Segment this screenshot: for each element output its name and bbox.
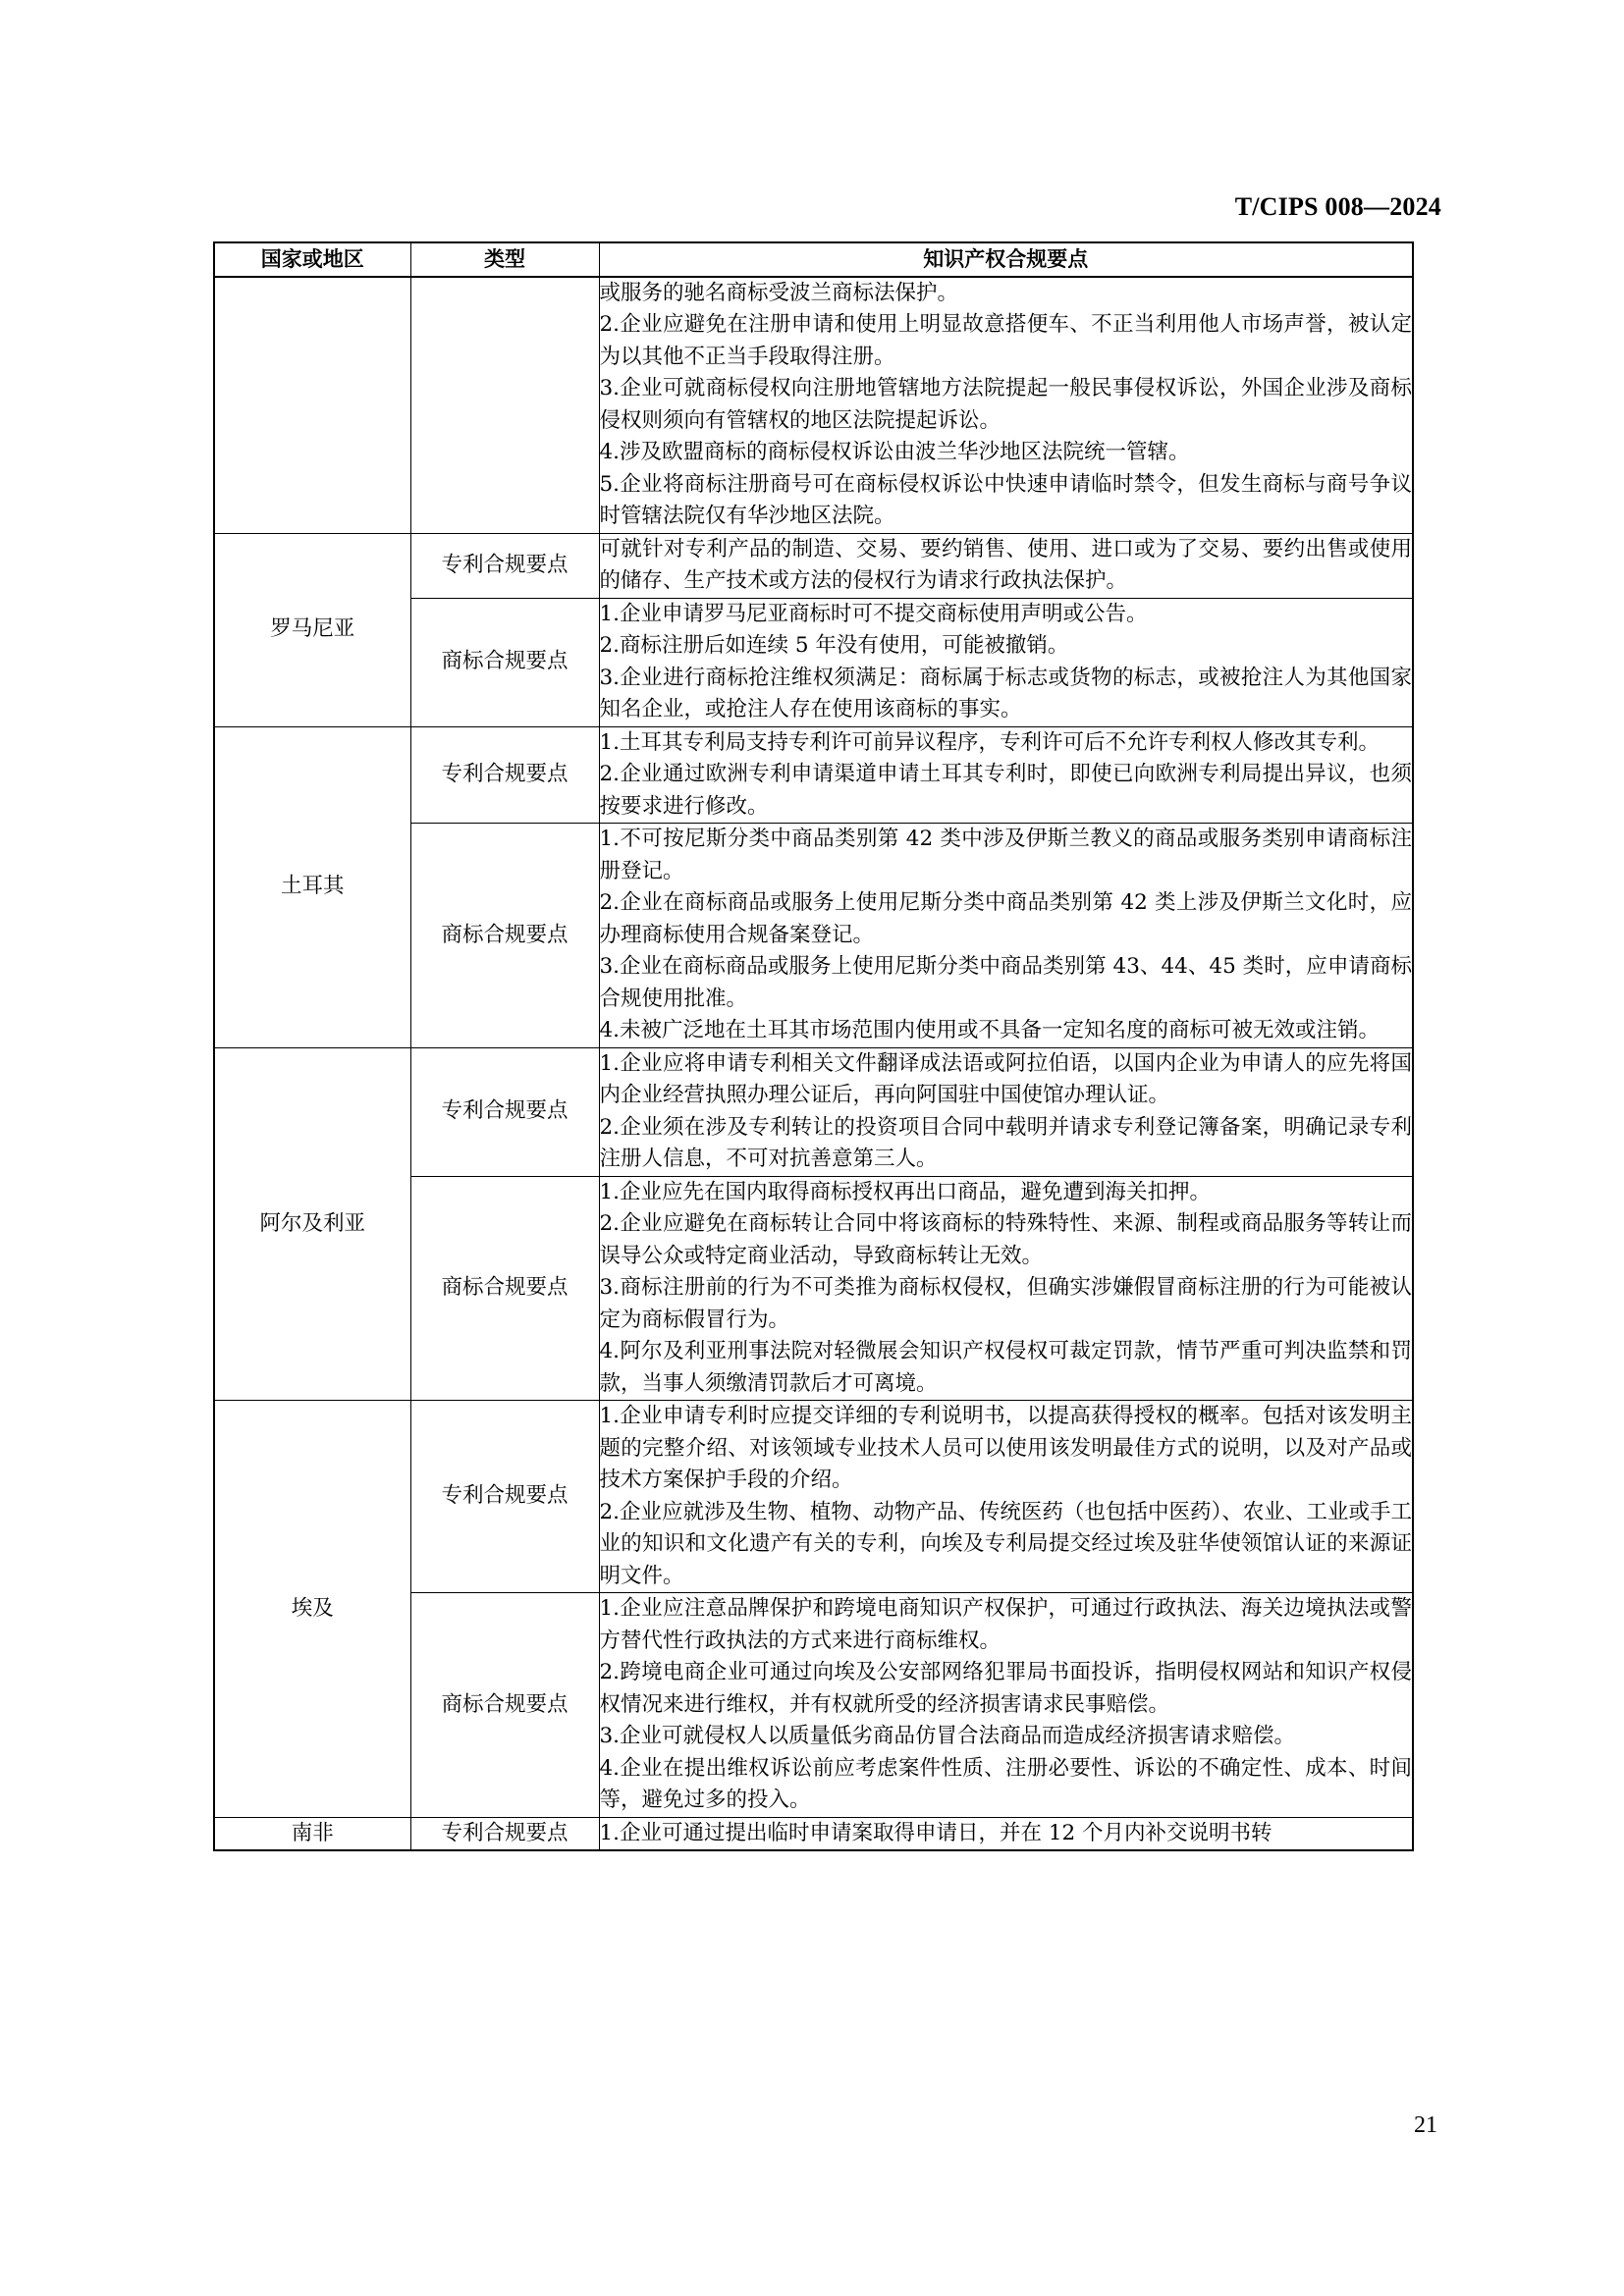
points-cell <box>599 533 1413 598</box>
list-item: 1.企业申请罗马尼亚商标时可不提交商标使用声明或公告。 <box>599 601 1148 626</box>
country-cell: 埃及 <box>214 1401 410 1818</box>
points-cell <box>599 1817 1413 1850</box>
list-item: 5.企业将商标注册商号可在商标侵权诉讼中快速申请临时禁令，但发生商标与商号争议时管辖法院仅有华沙地区法院。 <box>599 471 1412 528</box>
type-cell: 专利合规要点 <box>410 1047 599 1176</box>
table-row <box>214 1401 1413 1593</box>
list-item: 1.企业应先在国内取得商标授权再出口商品，避免遭到海关扣押。 <box>599 1179 1212 1204</box>
table-row <box>214 277 1413 534</box>
list-item: 3.企业在商标商品或服务上使用尼斯分类中商品类别第 43、44、45 类时，应申请商标合规使用批准。 <box>599 954 1412 1011</box>
list-item: 3.企业进行商标抢注维权须满足：商标属于标志或货物的标志，或被抢注人为其他国家知名企业，或抢注人存在使用该商标的事实。 <box>599 665 1412 721</box>
compliance-table <box>213 241 1414 1851</box>
points-cell <box>599 1593 1413 1818</box>
list-item: 或服务的驰名商标受波兰商标法保护。 <box>599 280 959 305</box>
document-code: T/CIPS 008—2024 <box>1234 192 1441 221</box>
type-cell: 商标合规要点 <box>410 1593 599 1818</box>
page-number: 21 <box>1414 2112 1437 2138</box>
table-row <box>214 726 1413 824</box>
country-cell: 土耳其 <box>214 726 410 1047</box>
list-item: 1.不可按尼斯分类中商品类别第 42 类中涉及伊斯兰教义的商品或服务类别申请商标注册登记。 <box>599 827 1412 883</box>
list-item: 1.企业申请专利时应提交详细的专利说明书，以提高获得授权的概率。包括对该发明主题的完整介绍、对该领域专业技术人员可以使用该发明最佳方式的说明，以及对产品或技术方案保护手段的介绍。 <box>599 1404 1412 1492</box>
list-item: 2.企业在商标商品或服务上使用尼斯分类中商品类别第 42 类上涉及伊斯兰文化时，应办理商标使用合规备案登记。 <box>599 890 1412 947</box>
list-item: 1.企业应注意品牌保护和跨境电商知识产权保护，可通过行政执法、海关边境执法或警方替代性行政执法的方式来进行商标维权。 <box>599 1596 1412 1653</box>
points-cell <box>599 277 1413 534</box>
points-cell <box>599 598 1413 726</box>
type-cell: 专利合规要点 <box>410 726 599 824</box>
list-item: 2.企业通过欧洲专利申请渠道申请土耳其专利时，即使已向欧洲专利局提出异议，也须按要求进行修改。 <box>599 762 1412 819</box>
list-item: 2.跨境电商企业可通过向埃及公安部网络犯罪局书面投诉，指明侵权网站和知识产权侵权情况来进行维权，并有权就所受的经济损害请求民事赔偿。 <box>599 1660 1412 1717</box>
list-item: 3.企业可就侵权人以质量低劣商品仿冒合法商品而造成经济损害请求赔偿。 <box>599 1724 1296 1748</box>
table-header-row <box>214 242 1413 277</box>
table-row <box>214 1817 1413 1850</box>
list-item: 2.商标注册后如连续 5 年没有使用，可能被撤销。 <box>599 633 1069 658</box>
list-item: 4.企业在提出维权诉讼前应考虑案件性质、注册必要性、诉讼的不确定性、成本、时间等，避免过多的投入。 <box>599 1755 1412 1812</box>
list-item: 1.企业应将申请专利相关文件翻译成法语或阿拉伯语，以国内企业为申请人的应先将国内企业经营执照办理公证后，再向阿国驻中国使馆办理认证。 <box>599 1050 1412 1107</box>
points-cell <box>599 726 1413 824</box>
header-points: 知识产权合规要点 <box>599 242 1413 277</box>
list-item: 2.企业应就涉及生物、植物、动物产品、传统医药（也包括中医药）、农业、工业或手工业的知识和文化遗产有关的专利，向埃及专利局提交经过埃及驻华使领馆认证的来源证明文件。 <box>599 1499 1412 1588</box>
table-row <box>214 533 1413 598</box>
list-item: 4.阿尔及利亚刑事法院对轻微展会知识产权侵权可裁定罚款，情节严重可判决监禁和罚款，当事人须缴清罚款后才可离境。 <box>599 1339 1412 1396</box>
type-cell: 商标合规要点 <box>410 598 599 726</box>
type-cell: 专利合规要点 <box>410 533 599 598</box>
points-cell <box>599 1401 1413 1593</box>
list-item: 4.涉及欧盟商标的商标侵权诉讼由波兰华沙地区法院统一管辖。 <box>599 440 1190 464</box>
country-cell: 南非 <box>214 1817 410 1850</box>
list-item: 可就针对专利产品的制造、交易、要约销售、使用、进口或为了交易、要约出售或使用的储存、生产技术或方法的侵权行为请求行政执法保护。 <box>599 536 1412 593</box>
points-cell <box>599 1047 1413 1176</box>
type-cell: 专利合规要点 <box>410 1401 599 1593</box>
header-type: 类型 <box>410 242 599 277</box>
type-cell: 商标合规要点 <box>410 824 599 1048</box>
country-cell: 阿尔及利亚 <box>214 1047 410 1401</box>
points-cell <box>599 1176 1413 1401</box>
type-cell <box>410 277 599 534</box>
header-country: 国家或地区 <box>214 242 410 277</box>
type-cell: 商标合规要点 <box>410 1176 599 1401</box>
list-item: 1.土耳其专利局支持专利许可前异议程序，专利许可后不允许专利权人修改其专利。 <box>599 729 1380 755</box>
list-item: 2.企业应避免在注册申请和使用上明显故意搭便车、不正当利用他人市场声誉，被认定为以其他不正当手段取得注册。 <box>599 312 1412 369</box>
points-cell <box>599 824 1413 1048</box>
list-item: 3.商标注册前的行为不可类推为商标权侵权，但确实涉嫌假冒商标注册的行为可能被认定为商标假冒行为。 <box>599 1275 1412 1332</box>
type-cell: 专利合规要点 <box>410 1817 599 1850</box>
list-item: 2.企业应避免在商标转让合同中将该商标的特殊特性、来源、制程或商品服务等转让而误导公众或特定商业活动，导致商标转让无效。 <box>599 1211 1412 1268</box>
country-cell: 罗马尼亚 <box>214 533 410 726</box>
list-item: 3.企业可就商标侵权向注册地管辖地方法院提起一般民事侵权诉讼，外国企业涉及商标侵权则须向有管辖权的地区法院提起诉讼。 <box>599 376 1412 433</box>
list-item: 1.企业可通过提出临时申请案取得申请日，并在 12 个月内补交说明书转 <box>599 1820 1272 1845</box>
list-item: 4.未被广泛地在土耳其市场范围内使用或不具备一定知名度的商标可被无效或注销。 <box>599 1018 1380 1042</box>
country-cell <box>214 277 410 534</box>
table-row <box>214 1047 1413 1176</box>
list-item: 2.企业须在涉及专利转让的投资项目合同中载明并请求专利登记簿备案，明确记录专利注册人信息，不可对抗善意第三人。 <box>599 1114 1412 1171</box>
